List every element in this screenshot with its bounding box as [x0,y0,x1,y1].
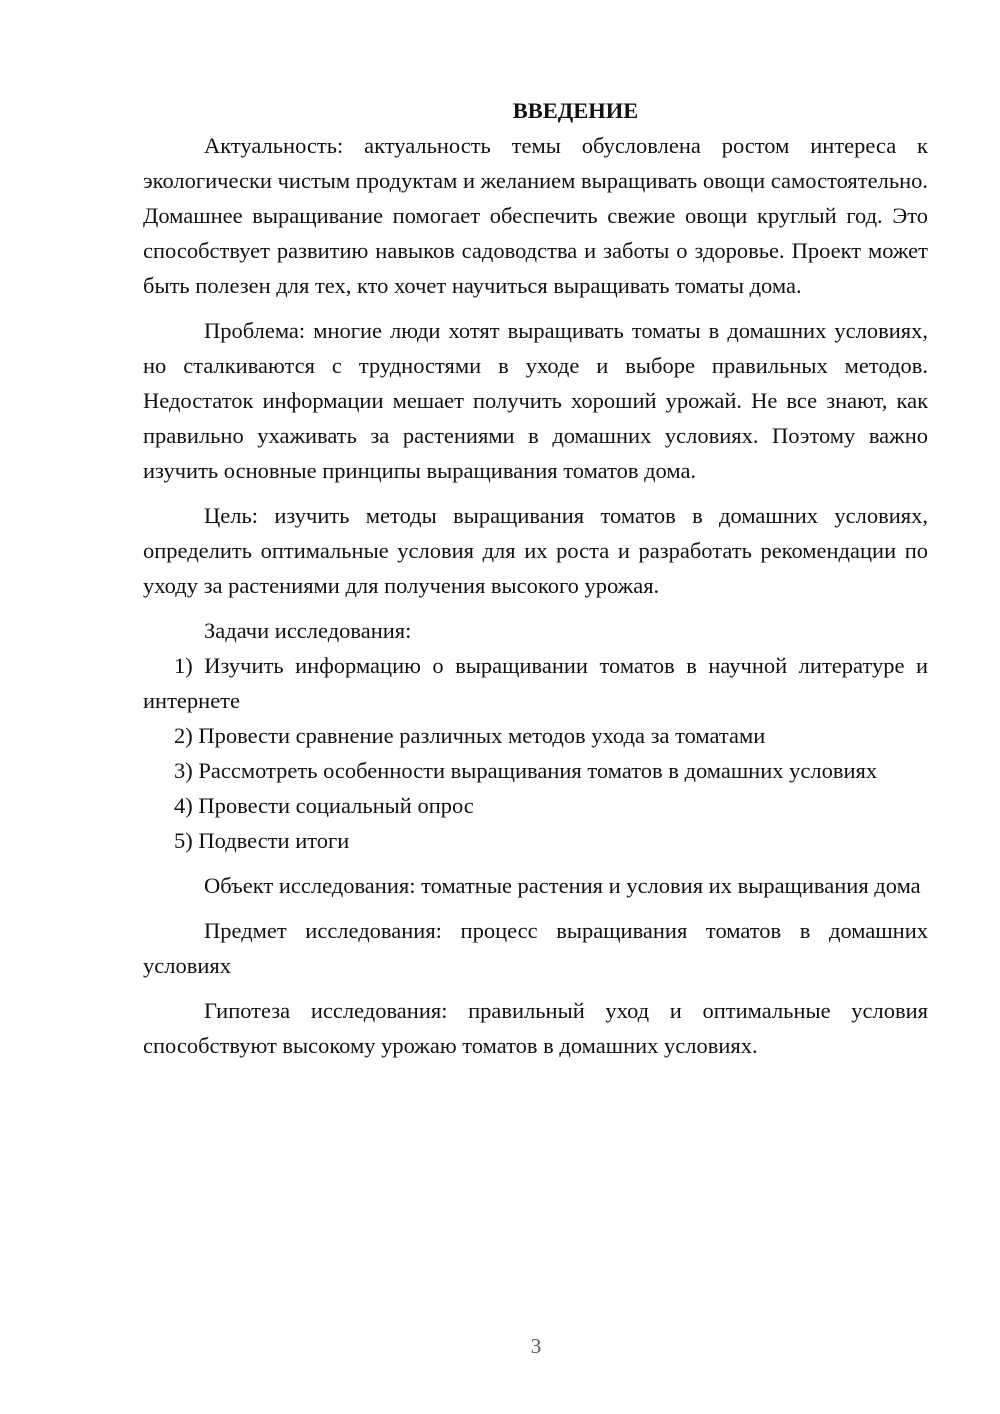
task-item-4: 4) Провести социальный опрос [174,793,474,818]
task-item-5: 5) Подвести итоги [174,828,350,853]
task-item-2: 2) Провести сравнение различных методов ухода за томатами [174,723,766,748]
task-item-3: 3) Рассмотреть особенности выращивания томатов в домашних условиях [174,758,878,783]
paragraph-goal: Цель: изучить методы выращивания томатов в домашних условиях, определить оптимальные условия для их роста и разработать рекомендации по уходу за растениями для получения высокого урожая. [143,503,928,598]
paragraph-problem: Проблема: многие люди хотят выращивать томаты в домашних условиях, но сталкиваются с трудностями в уходе и выборе правильных методов. Недостаток информации мешает получить хороший урожай. Не все знают, как правильно ухаживать за растениями в домашних условиях. Поэтому важно изучить основные принципы выращивания томатов дома. [143,318,928,483]
paragraph-relevance: Актуальность: актуальность темы обусловлена ростом интереса к экологически чистым продуктам и желанием выращивать овощи самостоятельно. Домашнее выращивание помогает обеспечить свежие овощи круглый год. Это способствует развитию навыков садоводства и заботы о здоровье. Проект может быть полезен для тех, кто хочет научиться выращивать томаты дома. [143,133,928,298]
document-page [143,93,928,1063]
page-number: 3 [530,1334,542,1358]
section-title: ВВЕДЕНИЕ [512,98,639,123]
tasks-heading: Задачи исследования: [204,618,412,643]
task-item-1: 1) Изучить информацию о выращивании томатов в научной литературе и интернете [143,653,928,713]
paragraph-object: Объект исследования: томатные растения и условия их выращивания дома [204,873,921,898]
paragraph-hypothesis: Гипотеза исследования: правильный уход и оптимальные условия способствуют высокому урожаю томатов в домашних условиях. [143,998,928,1058]
paragraph-subject: Предмет исследования: процесс выращивания томатов в домашних условиях [143,918,928,978]
